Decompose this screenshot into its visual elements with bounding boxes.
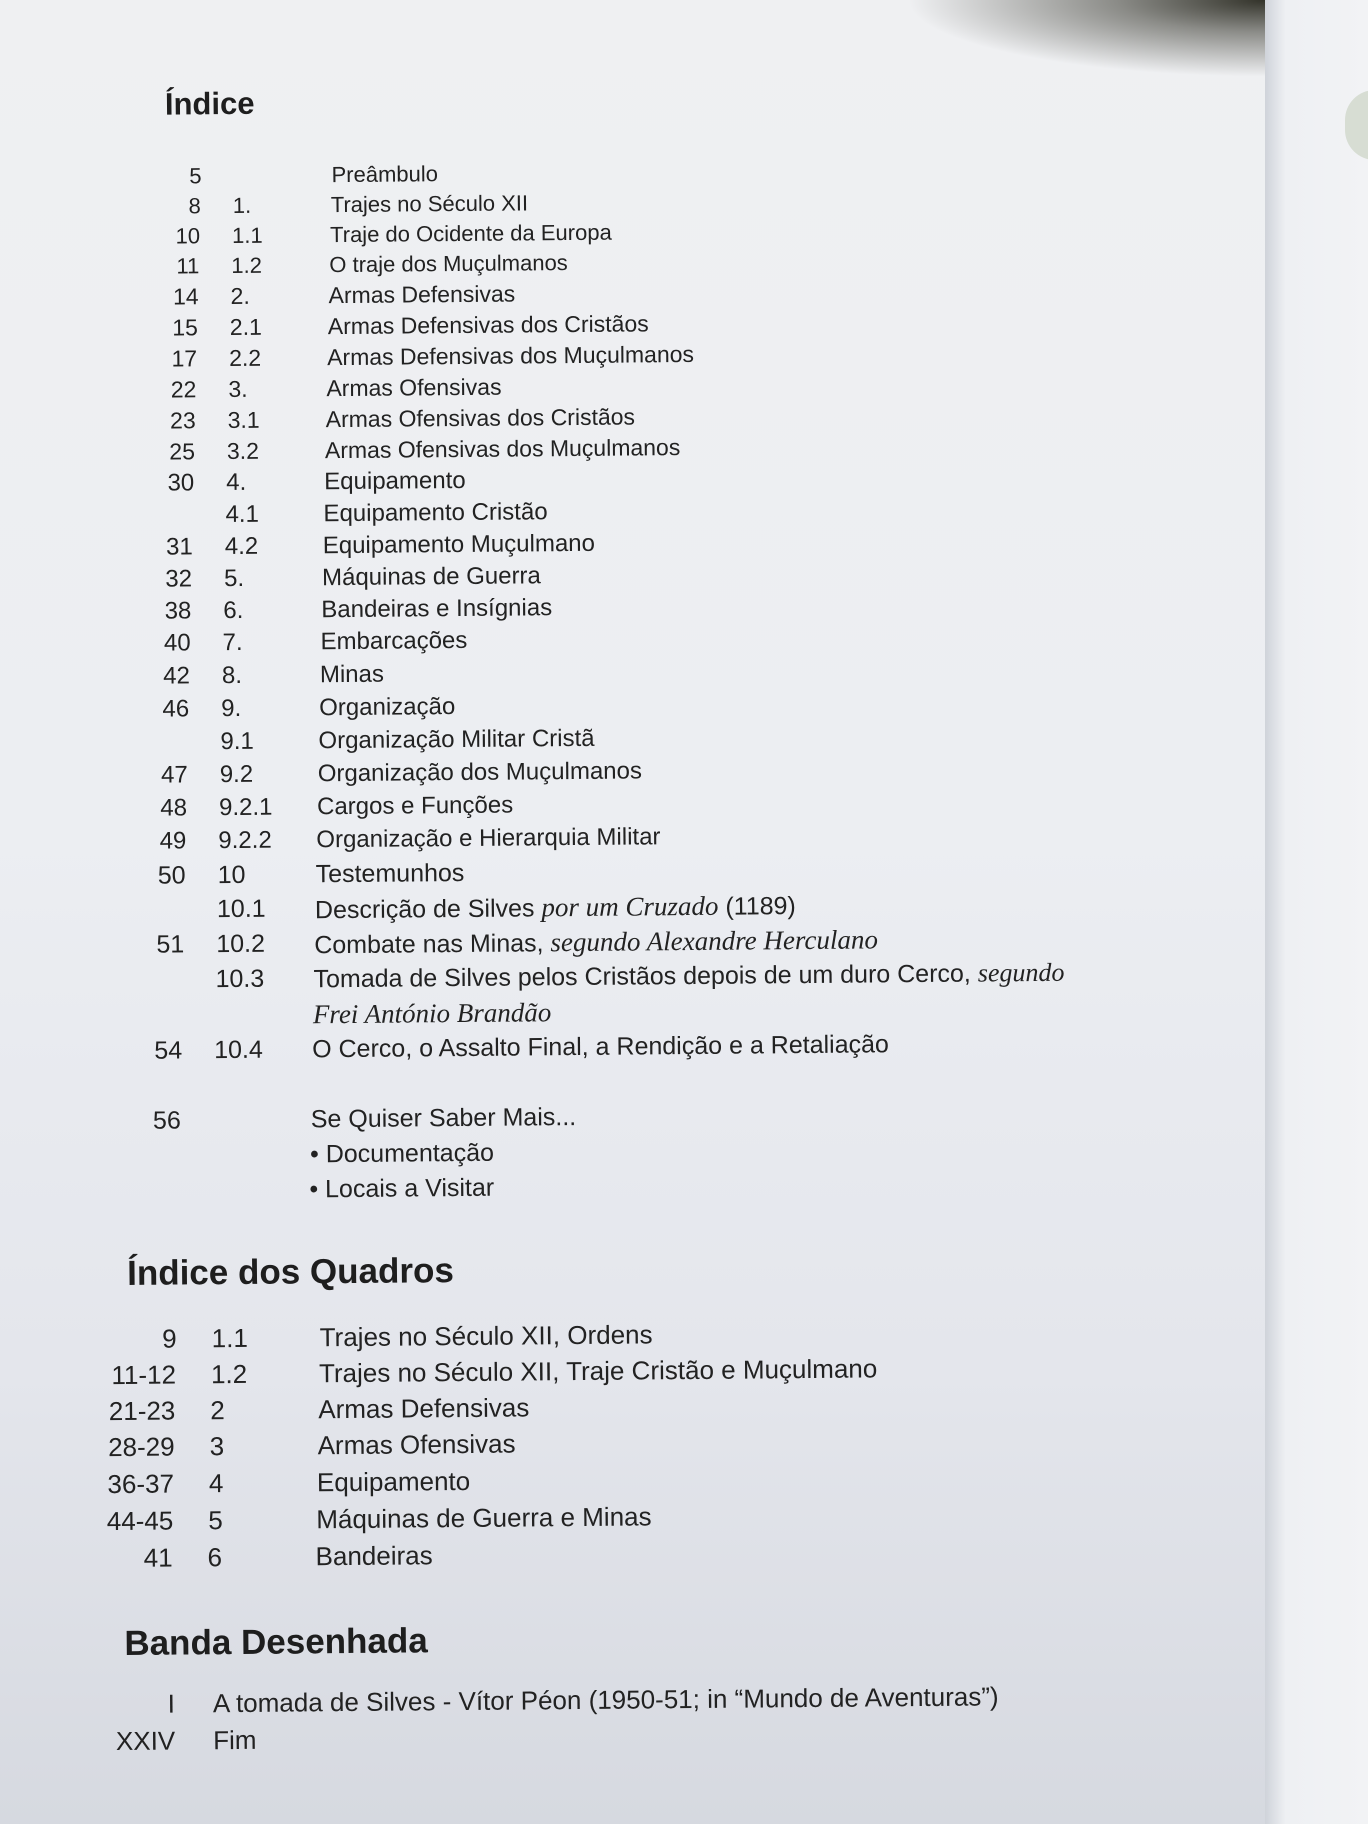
section-title: Minas: [319, 660, 385, 689]
section-title: Armas Defensivas: [318, 1392, 530, 1425]
section-number: 3.1: [227, 406, 260, 434]
page-number: 38: [164, 597, 192, 625]
section-number: 4.: [226, 468, 247, 497]
title-italic: Frei António Brandão: [312, 997, 552, 1030]
indice-heading: Índice: [164, 85, 255, 122]
section-number: 10.3: [215, 964, 265, 994]
section-number: 1.1: [231, 222, 263, 248]
page-number: 32: [165, 565, 193, 593]
section-title: Embarcações: [320, 626, 468, 656]
section-title: Trajes no Século XII, Ordens: [319, 1319, 653, 1353]
page-number: 44-45: [106, 1505, 174, 1537]
page-number: 48: [160, 794, 188, 822]
section-title: Cargos e Funções: [316, 791, 514, 821]
page-number: 11-12: [111, 1359, 177, 1391]
adjacent-page: [1265, 0, 1368, 1824]
page-number: 47: [160, 761, 188, 789]
page-number: 51: [156, 930, 185, 959]
section-number: 10: [217, 860, 246, 890]
page-number: [128, 728, 188, 729]
section-title: Preâmbulo: [331, 161, 439, 188]
title-italic: segundo Alexandre Herculano: [550, 924, 879, 958]
page-number: 28-29: [108, 1431, 175, 1463]
section-number: 3: [209, 1431, 225, 1462]
section-number: 10.1: [216, 894, 266, 924]
page-number: 11: [176, 253, 200, 279]
page-number: 5: [189, 163, 202, 189]
page-number: 31: [165, 533, 193, 561]
section-title: Equipamento Muçulmano: [322, 529, 596, 560]
bullet-item: • Documentação: [309, 1138, 495, 1169]
title-text: Descrição de Silves: [314, 894, 542, 925]
section-title: Organização dos Muçulmanos: [317, 757, 643, 788]
section-title: Armas Ofensivas: [317, 1428, 516, 1461]
page-number: 9: [162, 1323, 177, 1354]
section-number: 2: [210, 1395, 225, 1426]
section-title: Organização: [319, 693, 456, 722]
page-number: 25: [169, 438, 196, 465]
section-title: Armas Ofensivas dos Muçulmanos: [324, 434, 681, 464]
section-number: 5: [208, 1505, 223, 1536]
page-number: 40: [163, 629, 191, 657]
section-number: 9.2.2: [218, 826, 272, 855]
section-number: 6: [207, 1542, 223, 1573]
section-title: O Cerco, o Assalto Final, a Rendição e a Retaliação: [312, 1030, 889, 1064]
section-number: 1.2: [231, 252, 263, 278]
section-title: Trajes no Século XII, Traje Cristão e Muçulmano: [318, 1353, 878, 1389]
page-number: 14: [172, 283, 199, 310]
section-title: [314, 924, 878, 960]
title-italic: por um Cruzado: [541, 890, 719, 923]
section-number: 9.2.1: [218, 793, 273, 822]
section-title: Organização Militar Cristã: [318, 724, 595, 755]
bullet-item: • Locais a Visitar: [309, 1173, 495, 1204]
section-number: 9.2: [219, 760, 254, 789]
title-italic: segundo: [977, 957, 1065, 988]
section-number: 9.1: [220, 727, 254, 756]
page-number: 30: [167, 469, 195, 497]
section-number: 2.: [230, 282, 250, 309]
section-title: Testemunhos: [315, 858, 465, 889]
section-title: Equipamento: [324, 466, 466, 496]
page-number: 41: [143, 1542, 173, 1573]
section-number: 1.: [232, 192, 252, 218]
section-number: 9.: [221, 694, 242, 723]
section-title: Armas Defensivas dos Cristãos: [327, 310, 649, 340]
page-number: 15: [172, 314, 198, 341]
section-title: [313, 958, 1064, 995]
page-number: 8: [188, 193, 201, 219]
section-title: [315, 890, 796, 925]
section-number: 8.: [221, 661, 243, 690]
page-number: 56: [152, 1106, 181, 1135]
section-number: 1.1: [211, 1322, 248, 1354]
section-title: Máquinas de Guerra: [321, 562, 541, 592]
section-title: Trajes no Século XII: [330, 190, 529, 218]
section-number: 4: [208, 1468, 224, 1499]
page-number: XXIV: [115, 1725, 176, 1757]
page-number: 50: [157, 861, 186, 890]
page-number: 46: [162, 695, 190, 723]
title-tail: (1189): [718, 892, 796, 921]
section-title: Se Quiser Saber Mais...: [310, 1103, 577, 1134]
section-title: Armas Defensivas dos Muçulmanos: [327, 340, 695, 371]
banda-heading: Banda Desenhada: [124, 1621, 428, 1663]
title-text: Combate nas Minas,: [314, 929, 551, 960]
page-number: 36-37: [107, 1468, 175, 1500]
section-number: 10.4: [214, 1035, 263, 1065]
section-number: 5.: [223, 564, 245, 593]
page-number: 54: [154, 1036, 183, 1065]
section-title: Organização e Hierarquia Militar: [316, 823, 661, 854]
section-number: 2.2: [229, 344, 262, 372]
adjacent-page-graphic: [1345, 90, 1368, 160]
section-title: O traje dos Muçulmanos: [329, 250, 568, 278]
section-number: 7.: [222, 628, 243, 657]
section-number: 4.2: [224, 532, 259, 561]
section-title: Traje do Ocidente da Europa: [329, 219, 612, 248]
section-number: 1.2: [210, 1358, 248, 1390]
section-title: Armas Ofensivas: [326, 373, 502, 402]
section-title: Equipamento: [316, 1465, 471, 1498]
section-title: A tomada de Silves - Vítor Péon (1950-51; in “Mundo de Aventuras”): [212, 1681, 999, 1719]
page-number: 42: [163, 662, 191, 690]
title-text: Tomada de Silves pelos Cristãos depois de um duro Cerco,: [313, 959, 978, 994]
section-number: 3.2: [226, 437, 260, 465]
section-title: Armas Ofensivas dos Cristãos: [325, 403, 636, 433]
section-number: 4.1: [225, 500, 259, 529]
section-title: Equipamento Cristão: [323, 498, 548, 528]
section-number: 6.: [223, 596, 244, 625]
section-title: Armas Defensivas: [328, 280, 516, 309]
page-number: [133, 501, 193, 502]
section-title: Bandeiras: [315, 1540, 433, 1572]
quadros-heading: Índice dos Quadros: [126, 1251, 455, 1293]
section-number: 2.1: [229, 313, 262, 341]
section-number: 10.2: [216, 929, 266, 959]
section-title: Máquinas de Guerra e Minas: [316, 1501, 652, 1535]
section-number: 3.: [228, 375, 248, 403]
page-number: 21-23: [108, 1395, 176, 1427]
page-number: 49: [159, 827, 187, 855]
page-number: 10: [175, 223, 201, 249]
page-number: I: [167, 1688, 176, 1719]
page-number: 17: [171, 345, 198, 372]
page-number: 23: [169, 407, 196, 434]
section-title: Bandeiras e Insígnias: [321, 594, 553, 624]
section-title: Fim: [213, 1724, 257, 1756]
page-number: 22: [170, 376, 197, 403]
